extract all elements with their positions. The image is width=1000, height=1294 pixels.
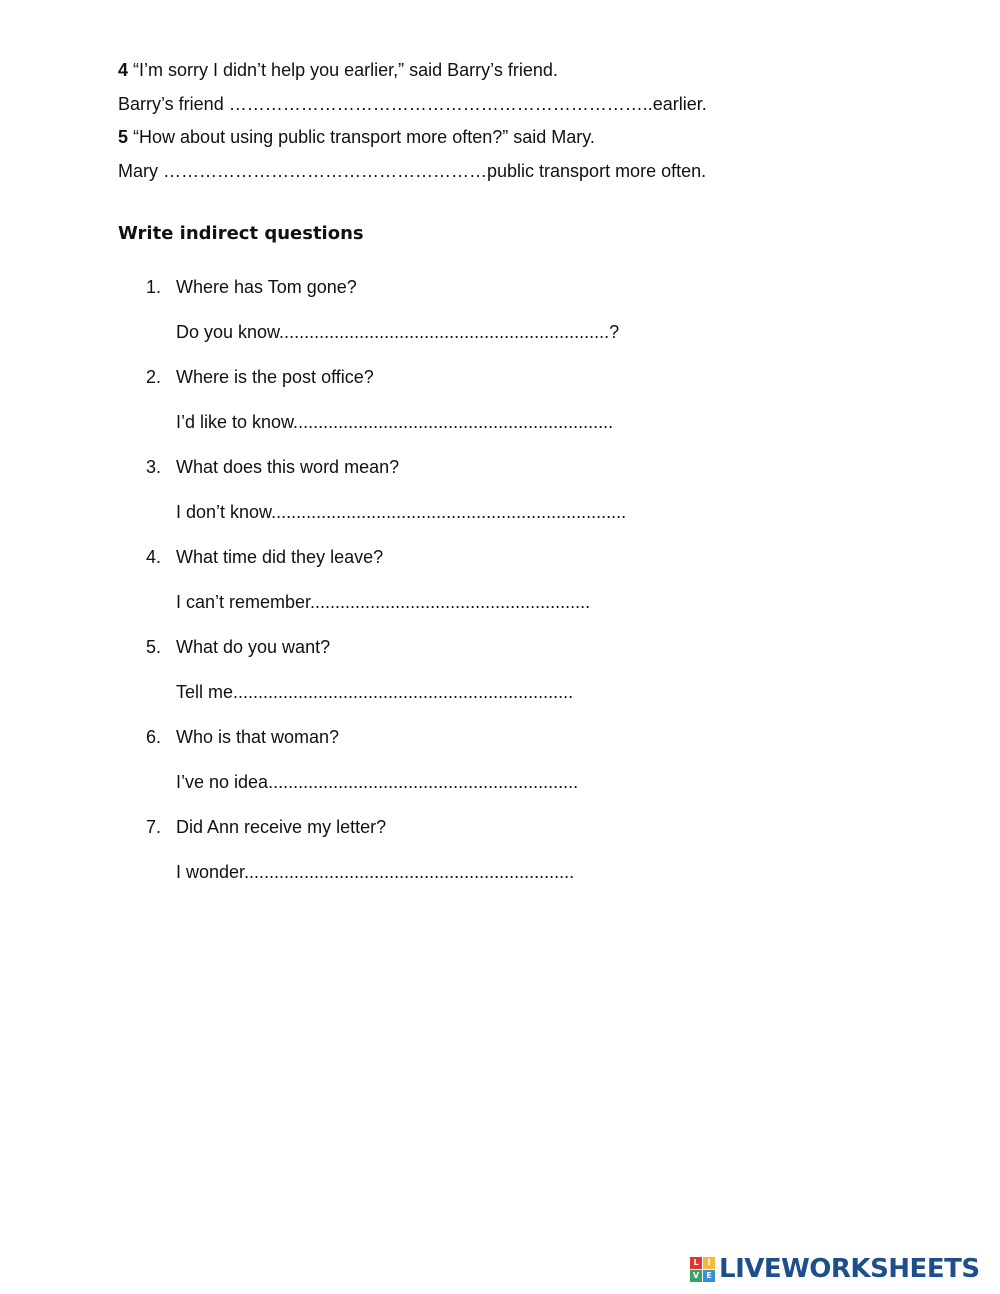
answer-field-7[interactable]: I wonder.................................................................. xyxy=(176,862,575,882)
question-1 xyxy=(146,276,357,298)
item-5-prompt xyxy=(118,126,595,148)
item-5-answer-line[interactable]: Mary ………………………………………………public transport more often. xyxy=(118,161,707,181)
answer-field-2[interactable]: I’d like to know................................................................ xyxy=(176,412,614,432)
question-text: What do you want? xyxy=(176,637,331,657)
question-text: Where has Tom gone? xyxy=(176,277,357,297)
item-4-number: 4 xyxy=(118,60,129,80)
item-5-prompt-text: “How about using public transport more often?” said Mary. xyxy=(133,127,595,147)
logo-text: LIVEWORKSHEETS xyxy=(719,1254,980,1284)
question-text: What time did they leave? xyxy=(176,547,384,567)
item-5-number: 5 xyxy=(118,127,129,147)
question-text: Where is the post office? xyxy=(176,367,374,387)
logo-block-l: L xyxy=(690,1257,702,1269)
question-5 xyxy=(146,636,330,658)
question-text: Did Ann receive my letter? xyxy=(176,817,387,837)
question-7 xyxy=(146,816,386,838)
answer-field-4[interactable]: I can’t remember........................................................ xyxy=(176,592,591,612)
logo-block-i: I xyxy=(703,1257,715,1269)
question-number: 3. xyxy=(146,457,162,477)
answer-field-6[interactable]: I’ve no idea.............................................................. xyxy=(176,772,579,792)
logo-blocks-icon xyxy=(690,1257,715,1282)
logo-block-e: E xyxy=(703,1270,715,1282)
question-number: 7. xyxy=(146,817,162,837)
answer-field-3[interactable]: I don’t know....................................................................... xyxy=(176,502,627,522)
question-number: 4. xyxy=(146,547,162,567)
item-4-answer-line[interactable]: Barry’s friend ……………………………………………………………..earlier. xyxy=(118,94,707,114)
item-4-prompt-text: “I’m sorry I didn’t help you earlier,” said Barry’s friend. xyxy=(133,60,558,80)
question-3 xyxy=(146,456,399,478)
section-heading: Write indirect questions xyxy=(118,223,364,244)
question-text: Who is that woman? xyxy=(176,727,340,747)
question-2 xyxy=(146,366,374,388)
liveworksheets-logo xyxy=(690,1254,980,1284)
question-number: 1. xyxy=(146,277,162,297)
answer-field-1[interactable]: Do you know..................................................................? xyxy=(176,322,620,342)
logo-block-v: V xyxy=(690,1270,702,1282)
question-number: 5. xyxy=(146,637,162,657)
answer-field-5[interactable]: Tell me.................................................................... xyxy=(176,682,574,702)
question-text: What does this word mean? xyxy=(176,457,400,477)
question-number: 2. xyxy=(146,367,162,387)
question-6 xyxy=(146,726,339,748)
question-number: 6. xyxy=(146,727,162,747)
item-4-prompt xyxy=(118,59,558,81)
question-4 xyxy=(146,546,383,568)
